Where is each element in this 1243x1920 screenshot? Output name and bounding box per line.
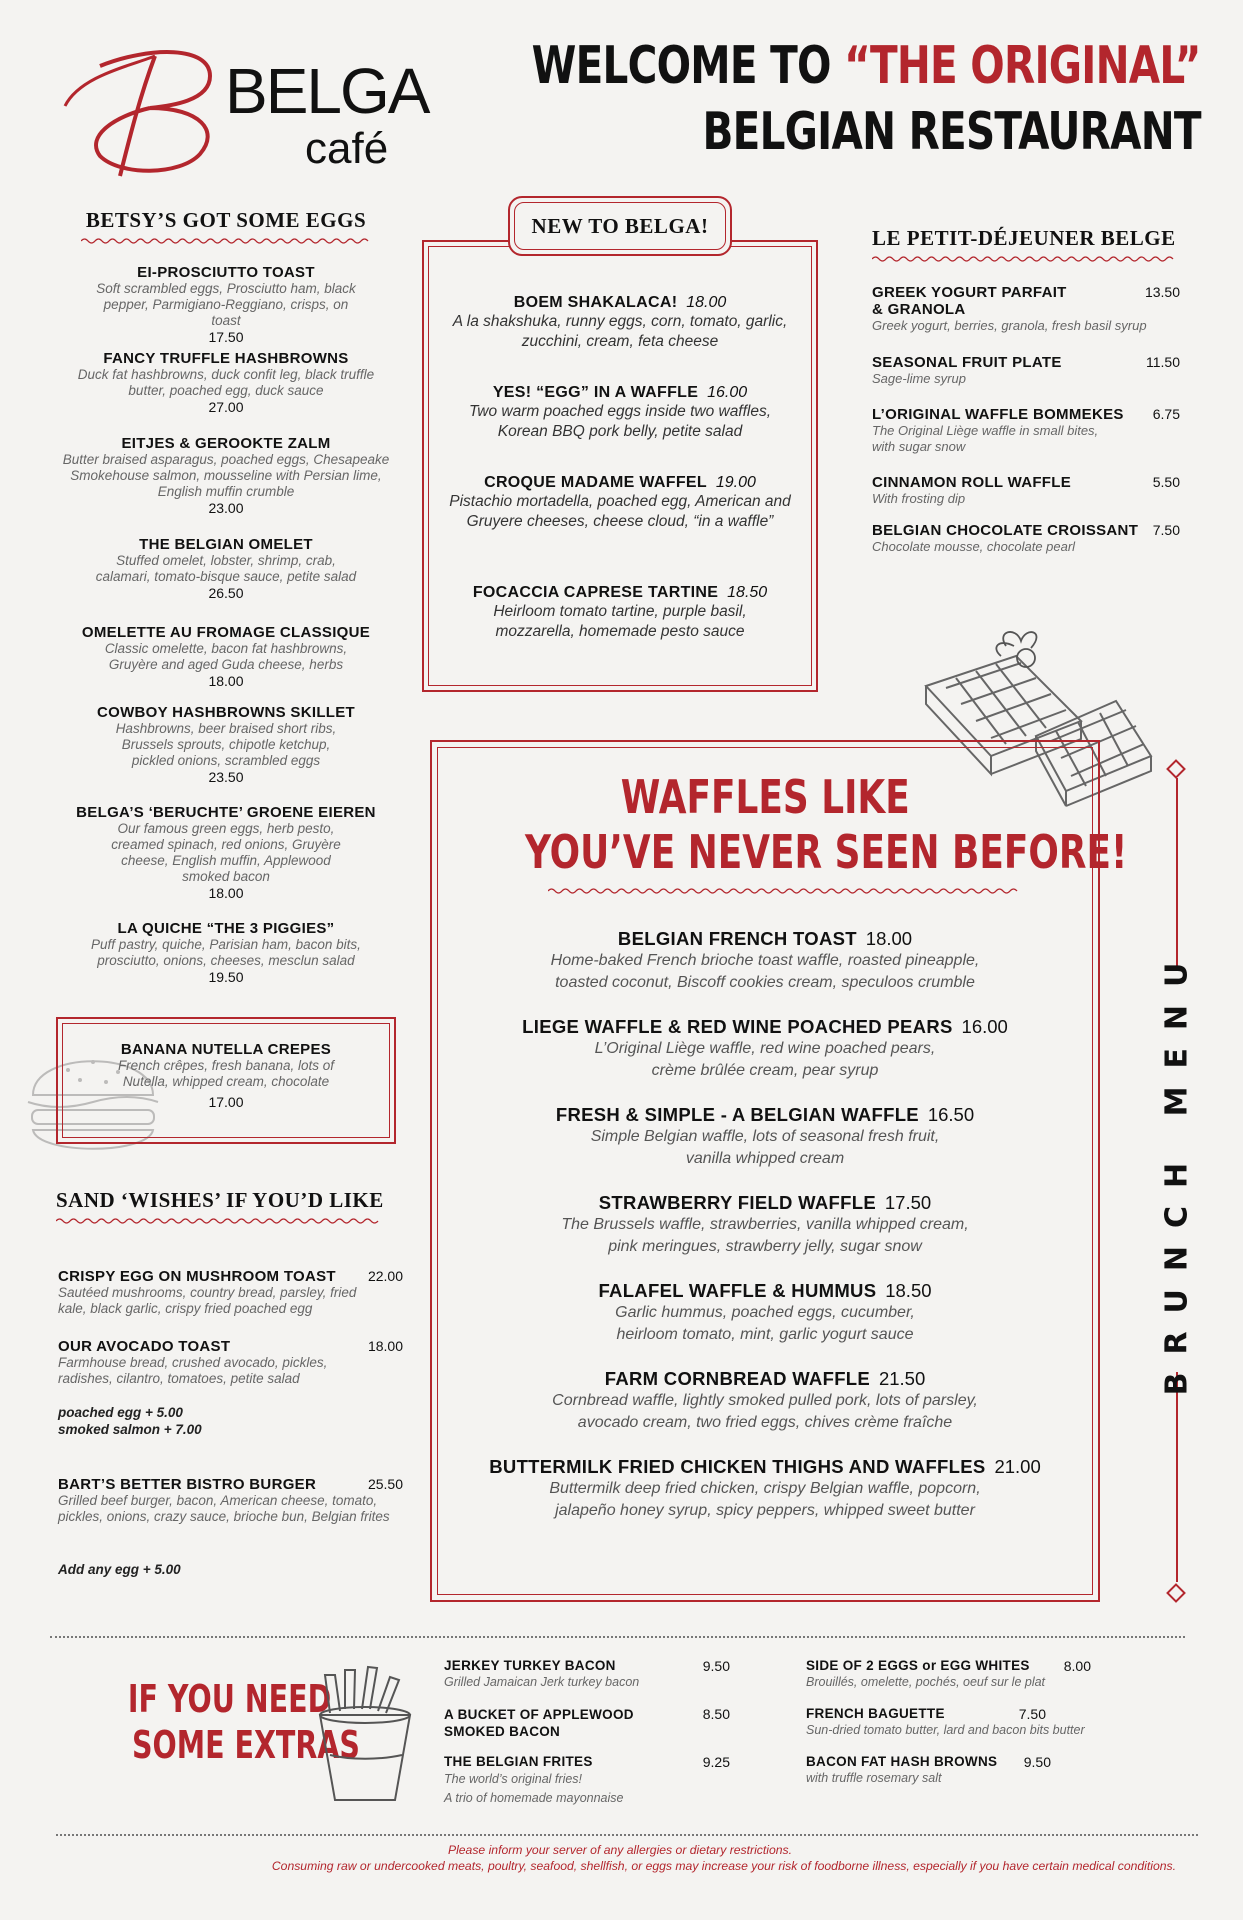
addon-any-egg: Add any egg + 5.00 [58, 1562, 181, 1577]
item-price: 13.50 [1144, 284, 1180, 300]
item-desc-1: Simple Belgian waffle, lots of seasonal fresh fruit, [590, 1128, 940, 1145]
menu-item [58, 1476, 403, 1562]
item-name: A BUCKET OF APPLEWOOD SMOKED BACON [444, 1707, 634, 1739]
logo-monogram [60, 36, 230, 186]
eggs-section [52, 208, 400, 245]
menu-item [52, 264, 400, 350]
item-desc: Brouillés, omelette, pochés, oeuf sur le plat [806, 1675, 1046, 1689]
side-diamond-top [1166, 759, 1186, 779]
logo-sub: café [305, 124, 389, 173]
extra-item [444, 1754, 730, 1814]
item-desc: Duck fat hashbrowns, duck confit leg, black truffle butter, poached egg, duck sauce [77, 367, 375, 398]
item-price: 16.50 [927, 1104, 975, 1125]
item-price: 23.50 [208, 769, 244, 785]
logo-name: BELGA [225, 55, 429, 127]
item-desc-1: Home-baked French brioche toast waffle, roasted pineapple, [550, 952, 980, 969]
waffles-title-line1: WAFFLES LIKE [620, 770, 910, 824]
item-name: OUR AVOCADO TOAST [58, 1338, 231, 1355]
extras-divider-bottom [56, 1834, 1198, 1836]
item-price: 9.50 [1023, 1754, 1051, 1770]
menu-item [872, 406, 1180, 474]
item-price: 9.25 [702, 1754, 730, 1770]
item-name: BOEM SHAKALACA! [513, 294, 678, 311]
item-desc: Sage-lime syrup [872, 371, 966, 386]
item-desc: The world’s original fries! [444, 1772, 583, 1786]
eggs-title: BETSY’S GOT SOME EGGS [85, 208, 367, 232]
side-diamond-bottom [1166, 1583, 1186, 1603]
eggs-title-wave [81, 237, 371, 245]
menu-item [872, 522, 1180, 570]
sandwiches-title: SAND ‘WISHES’ IF YOU’D LIKE [56, 1188, 384, 1212]
side-rule-top [1176, 778, 1178, 968]
item-name: YES! “EGG” IN A WAFFLE [492, 384, 699, 401]
item-desc-2: crème brûlée cream, pear syrup [651, 1062, 879, 1079]
item-desc: With frosting dip [872, 491, 966, 506]
item-name: OMELETTE AU FROMAGE CLASSIQUE [81, 624, 371, 641]
item-price: 7.50 [1018, 1706, 1046, 1722]
item-price: 16.00 [707, 384, 748, 401]
item-price: 25.50 [367, 1476, 403, 1492]
item-desc: Butter braised asparagus, poached eggs, Chesapeake Smokehouse salmon, mousseline with Persian lime, English muffin crumble [62, 452, 390, 499]
extra-item [806, 1658, 1091, 1706]
item-name: BELGIAN FRENCH TOAST [617, 928, 857, 949]
item-price: 19.00 [715, 474, 756, 491]
side-rule-bottom [1176, 1372, 1178, 1582]
item-desc: Chocolate mousse, chocolate pearl [872, 539, 1076, 554]
item-desc: Classic omelette, bacon fat hashbrowns, Gruyère and aged Guda cheese, herbs [104, 641, 348, 672]
petit-list [872, 284, 1180, 570]
addon-list [58, 1404, 403, 1476]
item-desc-2: heirloom tomato, mint, garlic yogurt sauce [616, 1326, 914, 1343]
menu-item [58, 1338, 403, 1404]
extra-item [444, 1706, 730, 1754]
menu-item [440, 1104, 1090, 1192]
item-desc: Sautéed mushrooms, country bread, parsley, fried kale, black garlic, crispy fried poached egg [58, 1285, 357, 1316]
item-desc: A la shakshuka, runny eggs, corn, tomato, garlic, zucchini, cream, feta cheese [452, 313, 788, 350]
new-to-belga-label [508, 196, 732, 256]
item-price: 22.00 [367, 1268, 403, 1284]
item-name: STRAWBERRY FIELD WAFFLE [598, 1192, 876, 1213]
waffles-title-wave [548, 887, 1018, 895]
waffles-list [440, 928, 1090, 1544]
menu-item [430, 474, 810, 584]
petit-dejeuner-title: LE PETIT-DÉJEUNER BELGE [872, 226, 1176, 250]
menu-item [872, 354, 1180, 406]
item-desc-2: A trio of homemade mayonnaise [444, 1791, 624, 1805]
addon-smoked-salmon: smoked salmon + 7.00 [58, 1422, 202, 1437]
item-desc-2: jalapeño honey syrup, spicy peppers, whipped sweet butter [555, 1502, 975, 1519]
item-name: THE BELGIAN FRITES [444, 1754, 593, 1769]
extra-item [806, 1706, 1091, 1754]
item-name: LIEGE WAFFLE & RED WINE POACHED PEARS [522, 1016, 953, 1037]
item-price: 18.00 [865, 928, 913, 949]
item-price: 18.00 [208, 673, 244, 689]
item-price: 8.50 [702, 1706, 730, 1722]
menu-item [52, 804, 400, 920]
menu-item [430, 384, 810, 474]
item-name: SEASONAL FRUIT PLATE [872, 354, 1062, 371]
item-desc-2: toasted coconut, Biscoff cookies cream, speculoos crumble [555, 974, 975, 991]
item-desc: Grilled Jamaican Jerk turkey bacon [444, 1675, 640, 1689]
item-desc: Puff pastry, quiche, Parisian ham, bacon bits, prosciutto, onions, cheeses, mesclun salad [91, 937, 361, 968]
sandwiches-title-wave [56, 1217, 381, 1225]
footer-allergy-note: Please inform your server of any allergies or dietary restrictions. [447, 1843, 793, 1857]
item-name: GREEK YOGURT PARFAIT & GRANOLA [872, 284, 1067, 318]
item-name: SIDE OF 2 EGGS or EGG WHITES [806, 1658, 1030, 1673]
banana-crepes-box [56, 1017, 396, 1144]
menu-item [52, 704, 400, 804]
welcome-text: WELCOME TO [532, 36, 845, 96]
sandwiches-section [56, 1188, 406, 1225]
item-price: 18.50 [727, 584, 768, 601]
item-desc-1: L’Original Liège waffle, red wine poached pears, [594, 1040, 936, 1057]
menu-item [52, 350, 400, 435]
petit-title-wave [872, 255, 1177, 263]
item-desc: Greek yogurt, berries, granola, fresh basil syrup [872, 318, 1147, 333]
menu-item [52, 435, 400, 536]
item-name: JERKEY TURKEY BACON [444, 1658, 616, 1673]
item-price: 18.00 [686, 294, 727, 311]
new-items-list [430, 294, 810, 664]
item-price: 18.50 [885, 1280, 932, 1301]
menu-item [440, 1368, 1090, 1456]
item-name: LA QUICHE “THE 3 PIGGIES” [117, 920, 335, 937]
menu-item [52, 536, 400, 624]
extras-col2 [806, 1658, 1091, 1802]
item-price: 27.00 [208, 399, 244, 415]
item-desc: Pistachio mortadella, poached egg, American and Gruyere cheeses, cheese cloud, “in a waffle” [449, 493, 791, 530]
item-price: 8.00 [1063, 1658, 1091, 1674]
item-name: BART’S BETTER BISTRO BURGER [58, 1476, 317, 1493]
item-name: BELGIAN CHOCOLATE CROISSANT [872, 522, 1139, 539]
menu-item [872, 284, 1180, 354]
extras-divider-top [50, 1636, 1185, 1638]
item-name: FRESH & SIMPLE - A BELGIAN WAFFLE [555, 1104, 919, 1125]
menu-item [440, 1016, 1090, 1104]
menu-item [430, 294, 810, 384]
menu-item [872, 474, 1180, 522]
item-price: 11.50 [1146, 354, 1180, 370]
item-name: CROQUE MADAME WAFFEL [484, 474, 707, 491]
item-name: BUTTERMILK FRIED CHICKEN THIGHS AND WAFFLES [489, 1456, 986, 1477]
welcome-heading [343, 36, 1201, 162]
extras-title-line1: IF YOU NEED [127, 1677, 332, 1721]
brunch-menu-label: BRUNCH MENU [1159, 944, 1195, 1396]
menu-item [440, 1280, 1090, 1368]
waffles-heading [440, 770, 1128, 880]
quote-close: ” [1175, 36, 1201, 96]
item-price: 23.00 [208, 500, 244, 516]
menu-item [440, 1456, 1090, 1544]
extra-item [806, 1754, 1091, 1802]
petit-dejeuner-section [872, 226, 1182, 263]
eggs-list [52, 264, 400, 1000]
menu-item [58, 1268, 403, 1338]
item-name: BANANA NUTELLA CREPES [120, 1041, 332, 1058]
belgian-restaurant-text: BELGIAN RESTAURANT [702, 102, 1201, 162]
menu-item [440, 928, 1090, 1016]
item-desc: Two warm poached eggs inside two waffles, Korean BBQ pork belly, petite salad [468, 403, 772, 440]
item-name: FALAFEL WAFFLE & HUMMUS [598, 1280, 877, 1301]
item-price: 17.50 [208, 329, 244, 345]
item-price: 19.50 [208, 969, 244, 985]
item-desc: Farmhouse bread, crushed avocado, pickles, radishes, cilantro, tomatoes, petite salad [58, 1355, 328, 1386]
item-desc: with truffle rosemary salt [806, 1771, 942, 1785]
item-price: 21.50 [878, 1368, 926, 1389]
extras-col1 [444, 1658, 730, 1814]
item-desc-1: Cornbread waffle, lightly smoked pulled pork, lots of parsley, [552, 1392, 978, 1409]
item-desc-2: vanilla whipped cream [685, 1150, 845, 1167]
item-desc: Hashbrowns, beer braised short ribs, Brussels sprouts, chipotle ketchup, pickled onions, scrambled eggs [115, 721, 337, 768]
item-desc: Our famous green eggs, herb pesto, creamed spinach, red onions, Gruyère cheese, English muffin, Applewood smoked bacon [111, 821, 341, 884]
extras-title-line2: SOME EXTRAS [131, 1723, 360, 1767]
item-name: L’ORIGINAL WAFFLE BOMMEKES [872, 406, 1124, 423]
item-name: CINNAMON ROLL WAFFLE [872, 474, 1072, 491]
item-desc: Soft scrambled eggs, Prosciutto ham, black pepper, Parmigiano-Reggiano, crisps, on toast [96, 281, 356, 328]
menu-item [430, 584, 810, 664]
menu-item [52, 624, 400, 704]
the-original-text: THE ORIGINAL [870, 36, 1176, 96]
waffles-title-line2: YOU’VE NEVER SEEN BEFORE! [524, 825, 1128, 879]
extra-item [444, 1658, 730, 1706]
item-price: 26.50 [208, 585, 244, 601]
extras-heading [94, 1676, 360, 1768]
footer [40, 1842, 1200, 1874]
fries-bucket-illustration [310, 1665, 420, 1810]
item-name: FARM CORNBREAD WAFFLE [604, 1368, 871, 1389]
item-price: 21.00 [994, 1456, 1041, 1477]
item-name: THE BELGIAN OMELET [139, 536, 313, 553]
item-desc: Heirloom tomato tartine, purple basil, mozzarella, homemade pesto sauce [493, 603, 747, 640]
item-name: BELGA’S ‘BERUCHTE’ GROENE EIEREN [76, 804, 376, 821]
item-price: 9.50 [702, 1658, 730, 1674]
item-desc-1: The Brussels waffle, strawberries, vanilla whipped cream, [561, 1216, 969, 1233]
footer-consumption-warning: Consuming raw or undercooked meats, poultry, seafood, shellfish, or eggs may increase your risk of foodborne illness, especially if you have certain medical conditions. [271, 1859, 1176, 1873]
item-price: 17.50 [884, 1192, 932, 1213]
item-price: 16.00 [961, 1016, 1008, 1037]
item-desc: Stuffed omelet, lobster, shrimp, crab, calamari, tomato-bisque sauce, petite salad [95, 553, 357, 584]
new-to-belga-title: NEW TO BELGA! [531, 214, 709, 238]
item-desc: French crêpes, fresh banana, lots of Nutella, whipped cream, chocolate [117, 1058, 335, 1089]
item-price: 18.00 [367, 1338, 403, 1354]
item-desc: The Original Liège waffle in small bites, with sugar snow [872, 423, 1099, 454]
item-name: EI-PROSCIUTTO TOAST [137, 264, 315, 281]
item-name: EITJES & GEROOKTE ZALM [121, 435, 331, 452]
item-desc-1: Garlic hummus, poached eggs, cucumber, [615, 1304, 915, 1321]
item-desc-2: pink meringues, strawberry jelly, sugar snow [608, 1238, 922, 1255]
item-price: 18.00 [208, 885, 244, 901]
item-name: COWBOY HASHBROWNS SKILLET [96, 704, 356, 721]
item-price: 5.50 [1152, 474, 1180, 490]
item-name: FOCACCIA CAPRESE TARTINE [472, 584, 719, 601]
item-name: BACON FAT HASH BROWNS [806, 1754, 998, 1769]
quote-open: “ [844, 36, 871, 96]
item-name: CRISPY EGG ON MUSHROOM TOAST [58, 1268, 336, 1285]
item-desc-1: Buttermilk deep fried chicken, crispy Belgian waffle, popcorn, [549, 1480, 981, 1497]
item-desc-2: avocado cream, two fried eggs, chives crème fraîche [577, 1414, 953, 1431]
item-price: 6.75 [1152, 406, 1180, 422]
item-price: 7.50 [1152, 522, 1180, 538]
item-desc: Sun-dried tomato butter, lard and bacon bits butter [806, 1723, 1085, 1737]
addon-poached-egg: poached egg + 5.00 [58, 1405, 183, 1420]
menu-item [52, 920, 400, 1000]
sandwiches-list [58, 1268, 403, 1577]
item-name: FANCY TRUFFLE HASHBROWNS [103, 350, 349, 367]
menu-item [440, 1192, 1090, 1280]
item-desc: Grilled beef burger, bacon, American cheese, tomato, pickles, onions, crazy sauce, brioche bun, Belgian frites [58, 1493, 390, 1524]
item-name: FRENCH BAGUETTE [806, 1706, 945, 1721]
item-price: 17.00 [208, 1094, 244, 1110]
